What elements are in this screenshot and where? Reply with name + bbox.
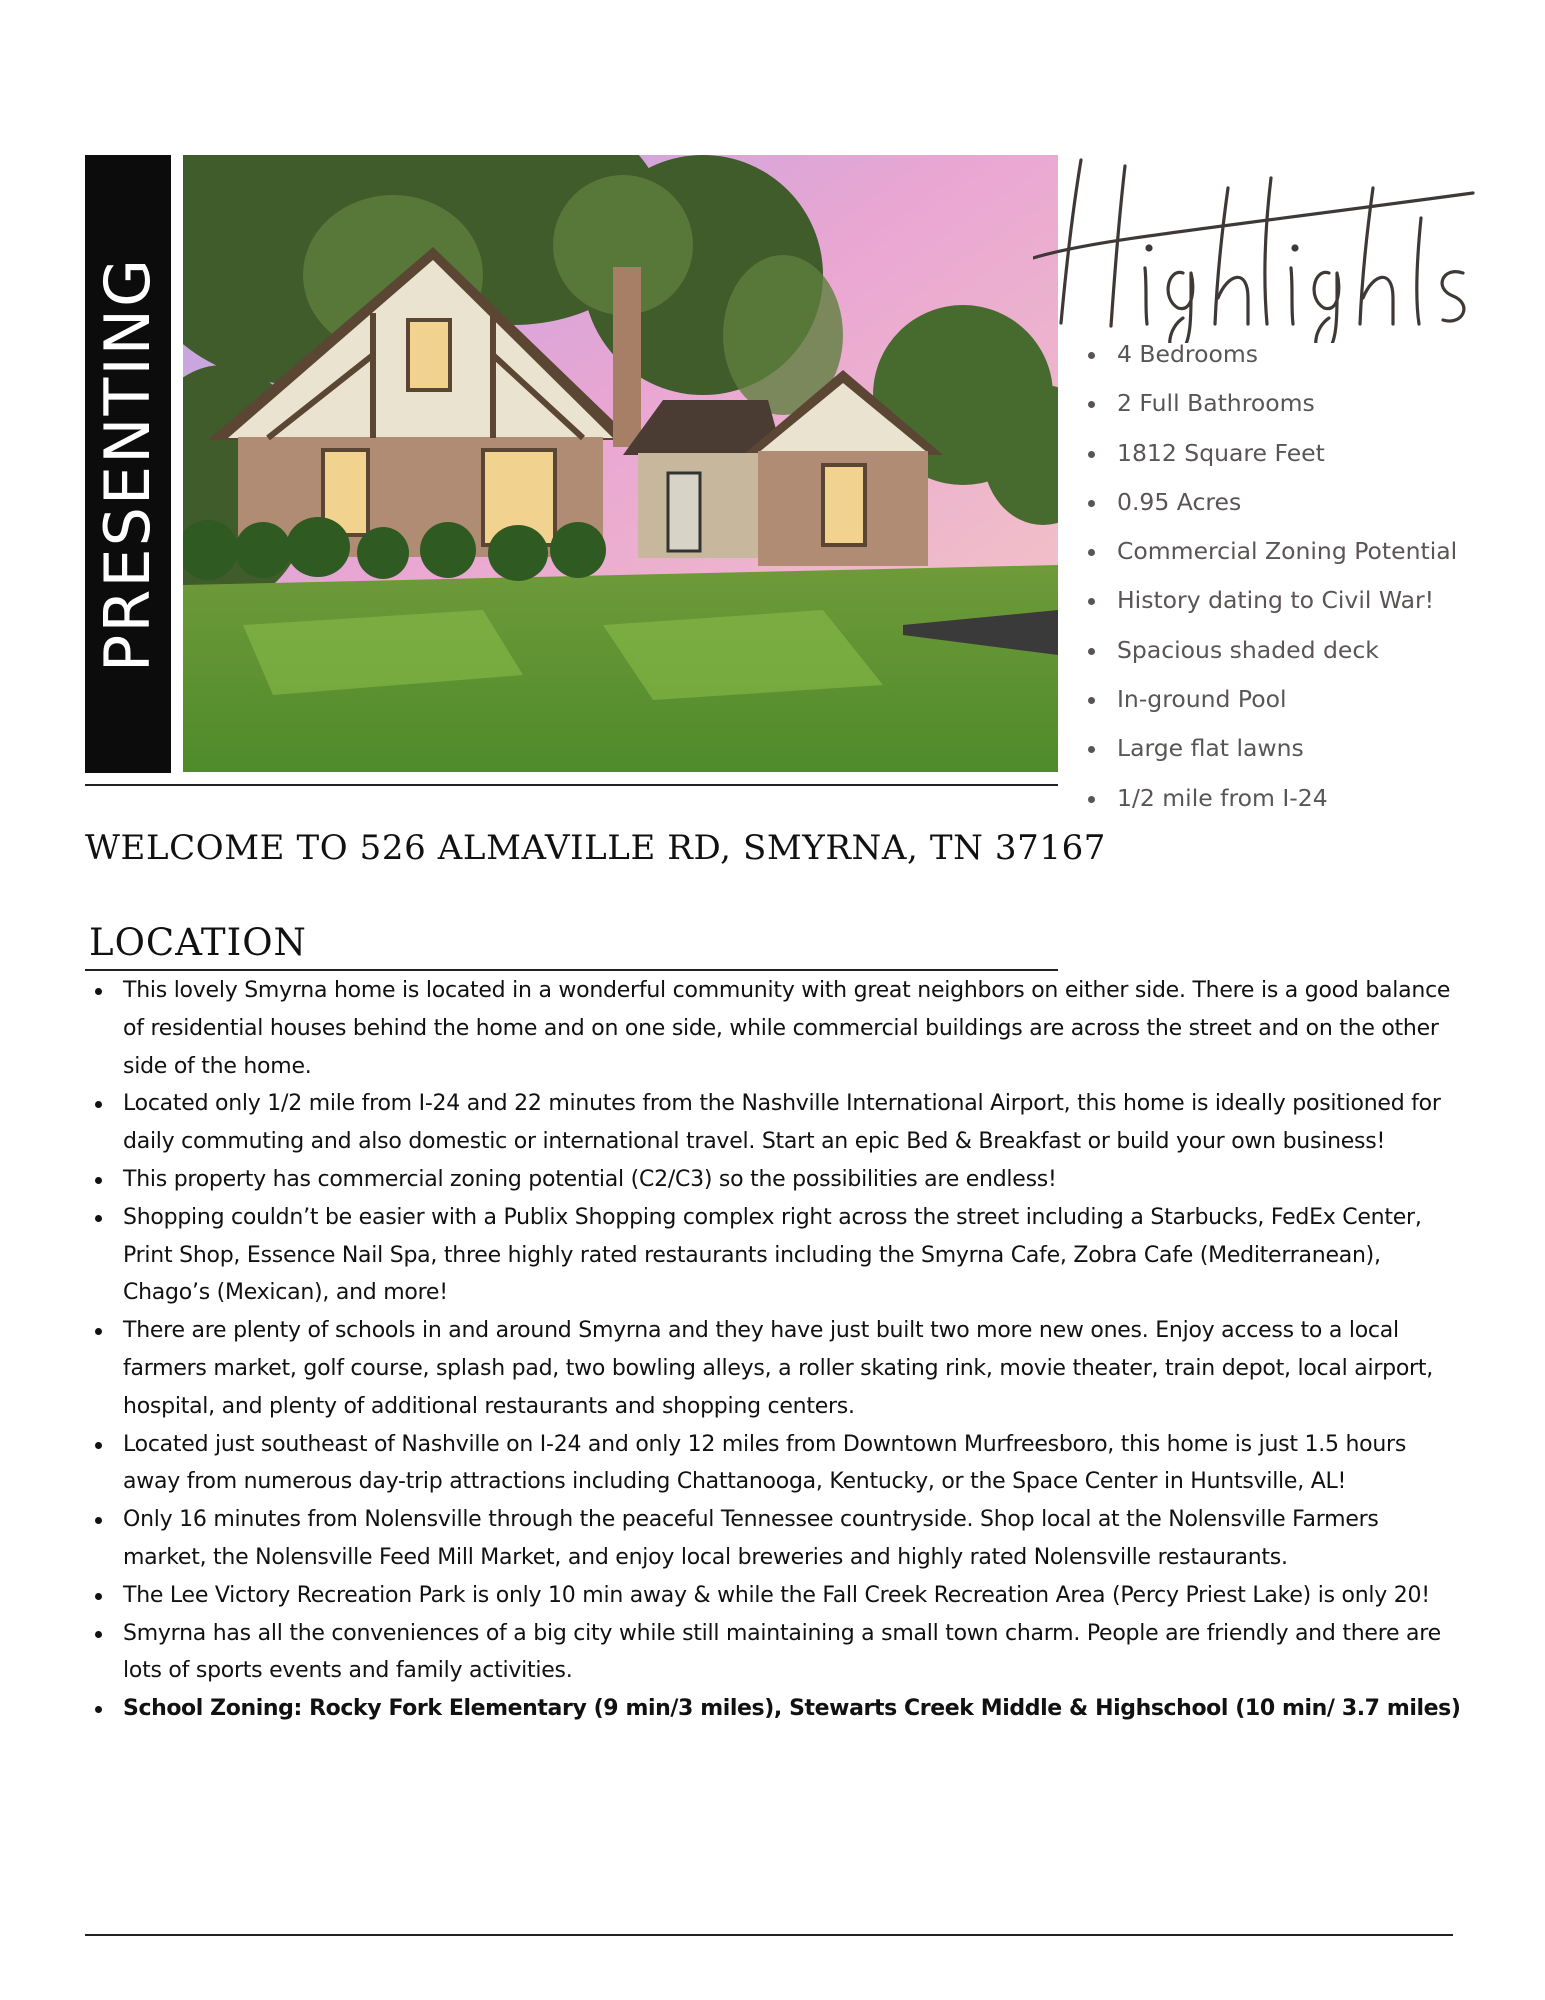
welcome-heading: WELCOME TO 526 ALMAVILLE RD, SMYRNA, TN 37167: [85, 828, 1107, 868]
location-item: Shopping couldn’t be easier with a Publix Shopping complex right across the street including a Starbucks, FedEx Center, Print Shop, Essence Nail Spa, three highly rated restaurants including the Smyrna Cafe, Zobra Cafe (Mediterranean), Chago’s (Mexican), and more!: [88, 1199, 1468, 1312]
highlight-item: 0.95 Acres: [1083, 478, 1457, 527]
location-heading: LOCATION: [89, 921, 307, 964]
location-item: Located only 1/2 mile from I-24 and 22 minutes from the Nashville International Airport, this home is ideally positioned for daily commuting and also domestic or international travel. Start an epic Bed & Breakfast or build your own business!: [88, 1085, 1468, 1161]
location-item: Only 16 minutes from Nolensville through the peaceful Tennessee countryside. Shop local at the Nolensville Farmers market, the Nolensville Feed Mill Market, and enjoy local breweries and highly rated Nolensville restaurants.: [88, 1501, 1468, 1577]
location-item: Smyrna has all the conveniences of a big city while still maintaining a small town charm. People are friendly and there are lots of sports events and family activities.: [88, 1615, 1468, 1691]
house-photo: [183, 155, 1058, 772]
highlight-item: Spacious shaded deck: [1083, 626, 1457, 675]
presenting-label: PRESENTING: [91, 256, 165, 672]
highlight-item: 2 Full Bathrooms: [1083, 379, 1457, 428]
highlights-list: [1083, 330, 1457, 823]
location-item: The Lee Victory Recreation Park is only 10 min away & while the Fall Creek Recreation Area (Percy Priest Lake) is only 20!: [88, 1577, 1468, 1615]
location-item: This property has commercial zoning potential (C2/C3) so the possibilities are endless!: [88, 1161, 1468, 1199]
highlight-item: 1812 Square Feet: [1083, 429, 1457, 478]
highlight-item: In-ground Pool: [1083, 675, 1457, 724]
location-list: [88, 972, 1468, 1728]
highlight-item: 4 Bedrooms: [1083, 330, 1457, 379]
school-zoning-item: School Zoning: Rocky Fork Elementary (9 min/3 miles), Stewarts Creek Middle & Highschool (10 min/ 3.7 miles): [88, 1690, 1468, 1728]
photo-divider: [85, 784, 1058, 786]
location-item: Located just southeast of Nashville on I-24 and only 12 miles from Downtown Murfreesboro, this home is just 1.5 hours away from numerous day-trip attractions including Chattanooga, Kentucky, or the Space Center in Huntsville, AL!: [88, 1426, 1468, 1502]
location-divider: [85, 969, 1058, 971]
highlight-item: 1/2 mile from I-24: [1083, 774, 1457, 823]
location-item: This lovely Smyrna home is located in a wonderful community with great neighbors on either side. There is a good balance of residential houses behind the home and on one side, while commercial buildings are across the street and on the other side of the home.: [88, 972, 1468, 1085]
highlight-item: Large flat lawns: [1083, 724, 1457, 773]
highlights-script-lettering: [1033, 148, 1503, 343]
location-item: There are plenty of schools in and around Smyrna and they have just built two more new ones. Enjoy access to a local farmers market, golf course, splash pad, two bowling alleys, a roller skating rink, movie theater, train depot, local airport, hospital, and plenty of additional restaurants and shopping centers.: [88, 1312, 1468, 1425]
highlight-item: Commercial Zoning Potential: [1083, 527, 1457, 576]
presenting-sidebar: [85, 155, 171, 773]
highlight-item: History dating to Civil War!: [1083, 576, 1457, 625]
highlights-title: [1033, 148, 1503, 343]
footer-divider: [85, 1934, 1453, 1936]
